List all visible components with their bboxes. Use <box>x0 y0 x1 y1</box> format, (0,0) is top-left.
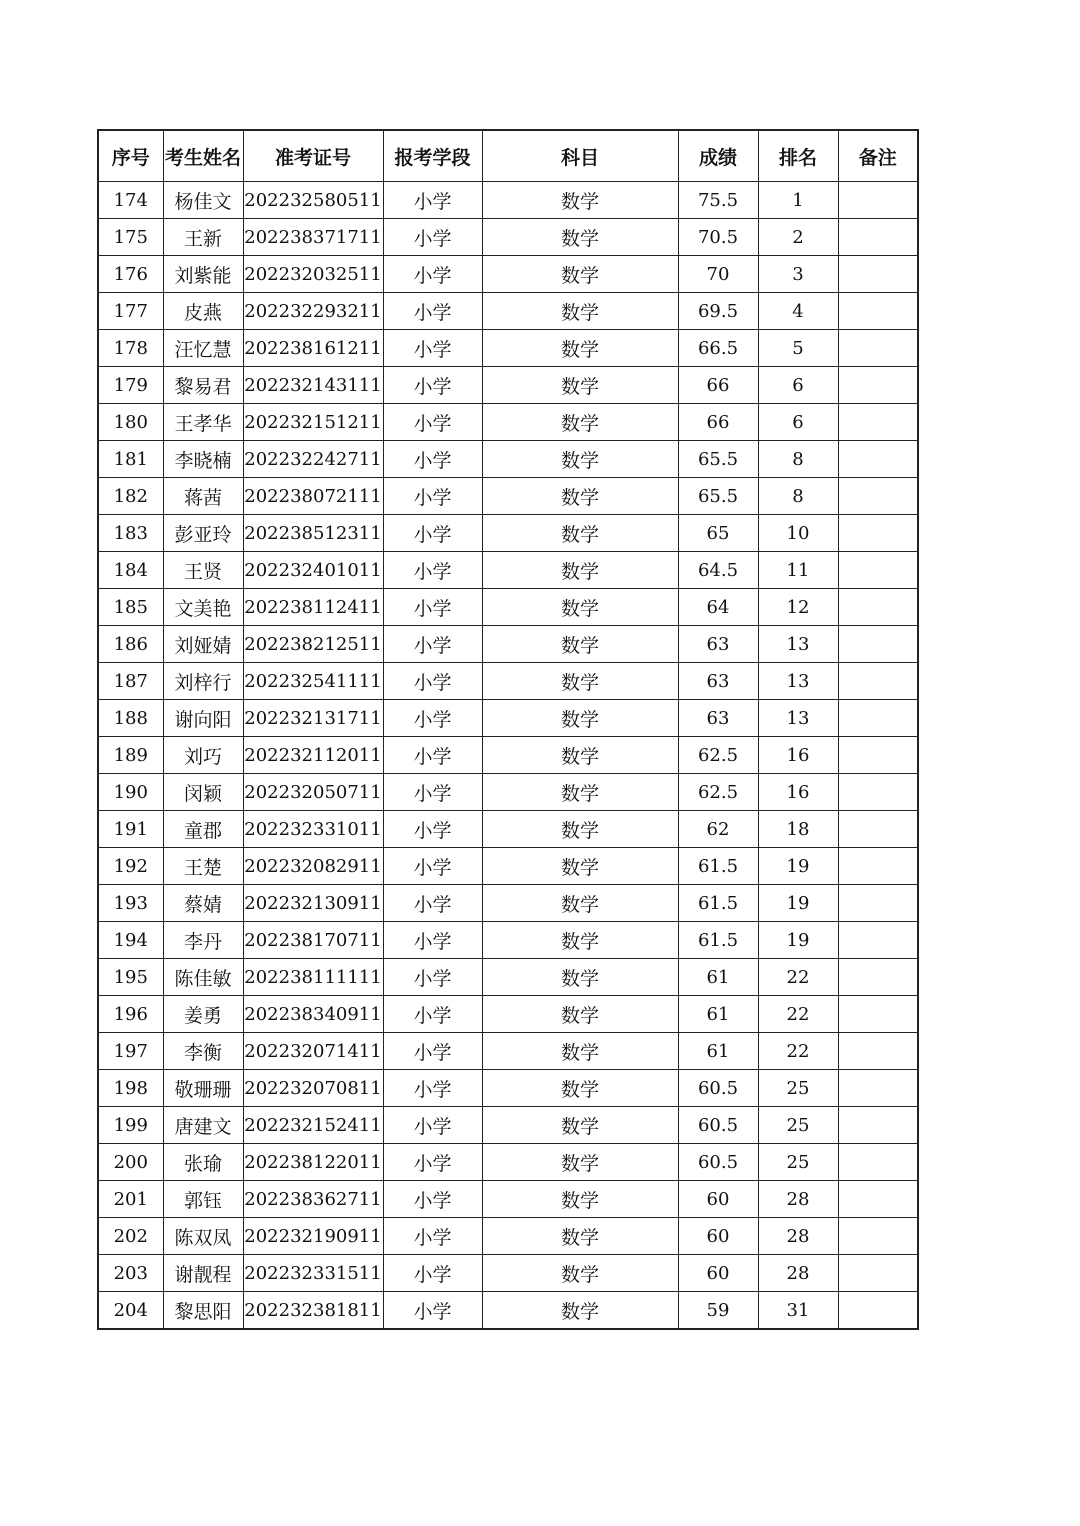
table-row <box>98 737 918 774</box>
cell-name: 文美艳 <box>163 589 243 626</box>
cell-seq: 176 <box>98 256 163 293</box>
cell-exam-id: 202232082911 <box>243 848 383 885</box>
cell-name: 汪忆慧 <box>163 330 243 367</box>
table-row <box>98 441 918 478</box>
cell-remark <box>838 1033 918 1070</box>
cell-score: 63 <box>678 663 758 700</box>
table-body <box>98 182 918 1330</box>
cell-seq: 200 <box>98 1144 163 1181</box>
cell-remark <box>838 996 918 1033</box>
cell-exam-id: 202232293211 <box>243 293 383 330</box>
cell-rank: 16 <box>758 774 838 811</box>
cell-level: 小学 <box>383 367 482 404</box>
cell-level: 小学 <box>383 885 482 922</box>
cell-seq: 189 <box>98 737 163 774</box>
cell-score: 65.5 <box>678 478 758 515</box>
cell-rank: 22 <box>758 1033 838 1070</box>
cell-name: 王孝华 <box>163 404 243 441</box>
cell-remark <box>838 515 918 552</box>
cell-level: 小学 <box>383 922 482 959</box>
cell-subject: 数学 <box>482 626 678 663</box>
cell-score: 66 <box>678 367 758 404</box>
cell-rank: 13 <box>758 700 838 737</box>
cell-seq: 193 <box>98 885 163 922</box>
cell-rank: 19 <box>758 885 838 922</box>
cell-level: 小学 <box>383 478 482 515</box>
cell-exam-id: 202232242711 <box>243 441 383 478</box>
cell-seq: 187 <box>98 663 163 700</box>
header-subject: 科目 <box>482 130 678 182</box>
cell-exam-id: 202232143111 <box>243 367 383 404</box>
cell-subject: 数学 <box>482 1292 678 1330</box>
cell-remark <box>838 1144 918 1181</box>
cell-name: 杨佳文 <box>163 182 243 219</box>
header-remark: 备注 <box>838 130 918 182</box>
cell-exam-id: 202238072111 <box>243 478 383 515</box>
cell-rank: 13 <box>758 663 838 700</box>
table-row <box>98 552 918 589</box>
cell-score: 70.5 <box>678 219 758 256</box>
cell-seq: 181 <box>98 441 163 478</box>
cell-seq: 194 <box>98 922 163 959</box>
cell-score: 63 <box>678 700 758 737</box>
cell-exam-id: 202232151211 <box>243 404 383 441</box>
cell-level: 小学 <box>383 330 482 367</box>
cell-level: 小学 <box>383 1218 482 1255</box>
cell-seq: 175 <box>98 219 163 256</box>
cell-exam-id: 202232331011 <box>243 811 383 848</box>
cell-name: 王贤 <box>163 552 243 589</box>
cell-subject: 数学 <box>482 922 678 959</box>
cell-level: 小学 <box>383 996 482 1033</box>
cell-rank: 22 <box>758 959 838 996</box>
cell-subject: 数学 <box>482 589 678 626</box>
table-row <box>98 1144 918 1181</box>
cell-level: 小学 <box>383 626 482 663</box>
cell-remark <box>838 700 918 737</box>
cell-name: 彭亚玲 <box>163 515 243 552</box>
cell-name: 童郡 <box>163 811 243 848</box>
cell-subject: 数学 <box>482 367 678 404</box>
cell-level: 小学 <box>383 256 482 293</box>
cell-rank: 19 <box>758 848 838 885</box>
cell-score: 59 <box>678 1292 758 1330</box>
cell-name: 郭钰 <box>163 1181 243 1218</box>
cell-remark <box>838 885 918 922</box>
table-row <box>98 1218 918 1255</box>
cell-exam-id: 202232032511 <box>243 256 383 293</box>
cell-score: 61.5 <box>678 885 758 922</box>
cell-rank: 1 <box>758 182 838 219</box>
cell-level: 小学 <box>383 1107 482 1144</box>
cell-level: 小学 <box>383 552 482 589</box>
cell-seq: 177 <box>98 293 163 330</box>
cell-name: 谢向阳 <box>163 700 243 737</box>
table-row <box>98 996 918 1033</box>
cell-score: 60 <box>678 1255 758 1292</box>
header-level: 报考学段 <box>383 130 482 182</box>
cell-score: 61.5 <box>678 848 758 885</box>
cell-subject: 数学 <box>482 774 678 811</box>
table-row <box>98 1107 918 1144</box>
cell-subject: 数学 <box>482 293 678 330</box>
cell-remark <box>838 922 918 959</box>
cell-seq: 196 <box>98 996 163 1033</box>
cell-seq: 174 <box>98 182 163 219</box>
cell-exam-id: 202232050711 <box>243 774 383 811</box>
cell-remark <box>838 811 918 848</box>
cell-rank: 10 <box>758 515 838 552</box>
cell-remark <box>838 293 918 330</box>
cell-exam-id: 202238340911 <box>243 996 383 1033</box>
cell-rank: 18 <box>758 811 838 848</box>
cell-name: 闵颖 <box>163 774 243 811</box>
cell-subject: 数学 <box>482 552 678 589</box>
cell-remark <box>838 589 918 626</box>
cell-name: 刘娅婧 <box>163 626 243 663</box>
cell-seq: 197 <box>98 1033 163 1070</box>
cell-level: 小学 <box>383 700 482 737</box>
cell-name: 李丹 <box>163 922 243 959</box>
cell-seq: 188 <box>98 700 163 737</box>
cell-score: 65 <box>678 515 758 552</box>
table-row <box>98 330 918 367</box>
table-row <box>98 1181 918 1218</box>
cell-score: 66 <box>678 404 758 441</box>
cell-rank: 6 <box>758 404 838 441</box>
cell-name: 陈双凤 <box>163 1218 243 1255</box>
cell-level: 小学 <box>383 1033 482 1070</box>
table-row <box>98 182 918 219</box>
cell-seq: 198 <box>98 1070 163 1107</box>
cell-name: 王新 <box>163 219 243 256</box>
cell-exam-id: 202238112411 <box>243 589 383 626</box>
cell-exam-id: 202232112011 <box>243 737 383 774</box>
table-row <box>98 515 918 552</box>
cell-level: 小学 <box>383 848 482 885</box>
header-rank: 排名 <box>758 130 838 182</box>
cell-exam-id: 202238111111 <box>243 959 383 996</box>
cell-remark <box>838 1218 918 1255</box>
cell-seq: 203 <box>98 1255 163 1292</box>
cell-subject: 数学 <box>482 1181 678 1218</box>
cell-name: 陈佳敏 <box>163 959 243 996</box>
cell-exam-id: 202232331511 <box>243 1255 383 1292</box>
cell-seq: 191 <box>98 811 163 848</box>
cell-score: 62.5 <box>678 737 758 774</box>
cell-subject: 数学 <box>482 219 678 256</box>
cell-rank: 25 <box>758 1144 838 1181</box>
cell-subject: 数学 <box>482 330 678 367</box>
cell-name: 皮燕 <box>163 293 243 330</box>
cell-subject: 数学 <box>482 996 678 1033</box>
cell-name: 张瑜 <box>163 1144 243 1181</box>
cell-rank: 25 <box>758 1070 838 1107</box>
cell-level: 小学 <box>383 1181 482 1218</box>
cell-subject: 数学 <box>482 515 678 552</box>
cell-exam-id: 202232580511 <box>243 182 383 219</box>
cell-name: 唐建文 <box>163 1107 243 1144</box>
cell-exam-id: 202232152411 <box>243 1107 383 1144</box>
table-row <box>98 811 918 848</box>
cell-level: 小学 <box>383 1070 482 1107</box>
cell-remark <box>838 478 918 515</box>
header-score: 成绩 <box>678 130 758 182</box>
table-row <box>98 219 918 256</box>
table-row <box>98 774 918 811</box>
cell-score: 64 <box>678 589 758 626</box>
cell-rank: 6 <box>758 367 838 404</box>
cell-exam-id: 202238362711 <box>243 1181 383 1218</box>
cell-level: 小学 <box>383 441 482 478</box>
table-row <box>98 700 918 737</box>
cell-score: 61 <box>678 996 758 1033</box>
cell-rank: 11 <box>758 552 838 589</box>
cell-score: 61 <box>678 1033 758 1070</box>
cell-seq: 190 <box>98 774 163 811</box>
cell-exam-id: 202238212511 <box>243 626 383 663</box>
cell-seq: 179 <box>98 367 163 404</box>
cell-subject: 数学 <box>482 182 678 219</box>
cell-rank: 2 <box>758 219 838 256</box>
cell-name: 敬珊珊 <box>163 1070 243 1107</box>
cell-remark <box>838 1255 918 1292</box>
cell-seq: 201 <box>98 1181 163 1218</box>
cell-seq: 204 <box>98 1292 163 1330</box>
cell-name: 姜勇 <box>163 996 243 1033</box>
cell-rank: 3 <box>758 256 838 293</box>
cell-remark <box>838 441 918 478</box>
cell-exam-id: 202238512311 <box>243 515 383 552</box>
cell-remark <box>838 959 918 996</box>
cell-remark <box>838 182 918 219</box>
cell-seq: 183 <box>98 515 163 552</box>
cell-level: 小学 <box>383 219 482 256</box>
table-row <box>98 885 918 922</box>
cell-rank: 8 <box>758 441 838 478</box>
cell-subject: 数学 <box>482 404 678 441</box>
cell-rank: 13 <box>758 626 838 663</box>
cell-remark <box>838 626 918 663</box>
cell-name: 刘巧 <box>163 737 243 774</box>
cell-level: 小学 <box>383 1255 482 1292</box>
cell-remark <box>838 404 918 441</box>
cell-remark <box>838 663 918 700</box>
cell-level: 小学 <box>383 663 482 700</box>
header-seq: 序号 <box>98 130 163 182</box>
cell-level: 小学 <box>383 959 482 996</box>
cell-remark <box>838 256 918 293</box>
table-row <box>98 367 918 404</box>
cell-level: 小学 <box>383 737 482 774</box>
cell-name: 王楚 <box>163 848 243 885</box>
cell-score: 64.5 <box>678 552 758 589</box>
cell-remark <box>838 1107 918 1144</box>
cell-exam-id: 202238161211 <box>243 330 383 367</box>
cell-level: 小学 <box>383 182 482 219</box>
cell-score: 61.5 <box>678 922 758 959</box>
cell-seq: 184 <box>98 552 163 589</box>
cell-subject: 数学 <box>482 441 678 478</box>
cell-subject: 数学 <box>482 811 678 848</box>
cell-remark <box>838 1292 918 1330</box>
cell-subject: 数学 <box>482 700 678 737</box>
cell-name: 谢靓程 <box>163 1255 243 1292</box>
table-row <box>98 589 918 626</box>
table-row <box>98 1033 918 1070</box>
cell-seq: 186 <box>98 626 163 663</box>
cell-level: 小学 <box>383 1144 482 1181</box>
cell-seq: 185 <box>98 589 163 626</box>
cell-remark <box>838 848 918 885</box>
cell-exam-id: 202238170711 <box>243 922 383 959</box>
cell-name: 蒋茜 <box>163 478 243 515</box>
header-row <box>98 130 918 182</box>
cell-exam-id: 202232541111 <box>243 663 383 700</box>
table-row <box>98 478 918 515</box>
cell-rank: 4 <box>758 293 838 330</box>
cell-score: 75.5 <box>678 182 758 219</box>
cell-remark <box>838 1070 918 1107</box>
cell-level: 小学 <box>383 589 482 626</box>
header-name: 考生姓名 <box>163 130 243 182</box>
cell-rank: 28 <box>758 1181 838 1218</box>
cell-name: 李晓楠 <box>163 441 243 478</box>
cell-rank: 5 <box>758 330 838 367</box>
cell-rank: 12 <box>758 589 838 626</box>
cell-name: 李衡 <box>163 1033 243 1070</box>
cell-remark <box>838 330 918 367</box>
cell-level: 小学 <box>383 293 482 330</box>
table-row <box>98 848 918 885</box>
cell-score: 62.5 <box>678 774 758 811</box>
cell-seq: 195 <box>98 959 163 996</box>
cell-score: 62 <box>678 811 758 848</box>
table-row <box>98 959 918 996</box>
cell-score: 60 <box>678 1181 758 1218</box>
table-row <box>98 1292 918 1330</box>
cell-name: 黎易君 <box>163 367 243 404</box>
table-row <box>98 256 918 293</box>
cell-exam-id: 202238371711 <box>243 219 383 256</box>
cell-exam-id: 202232381811 <box>243 1292 383 1330</box>
table-row <box>98 663 918 700</box>
table-row <box>98 1255 918 1292</box>
cell-seq: 178 <box>98 330 163 367</box>
cell-subject: 数学 <box>482 256 678 293</box>
cell-subject: 数学 <box>482 1218 678 1255</box>
cell-seq: 180 <box>98 404 163 441</box>
cell-seq: 199 <box>98 1107 163 1144</box>
cell-name: 刘梓行 <box>163 663 243 700</box>
cell-remark <box>838 552 918 589</box>
cell-subject: 数学 <box>482 959 678 996</box>
cell-remark <box>838 1181 918 1218</box>
cell-subject: 数学 <box>482 1144 678 1181</box>
cell-subject: 数学 <box>482 737 678 774</box>
cell-level: 小学 <box>383 811 482 848</box>
cell-level: 小学 <box>383 404 482 441</box>
cell-rank: 28 <box>758 1218 838 1255</box>
cell-rank: 19 <box>758 922 838 959</box>
table-row <box>98 626 918 663</box>
cell-seq: 202 <box>98 1218 163 1255</box>
cell-score: 60 <box>678 1218 758 1255</box>
table-row <box>98 922 918 959</box>
cell-subject: 数学 <box>482 1107 678 1144</box>
cell-exam-id: 202232070811 <box>243 1070 383 1107</box>
cell-subject: 数学 <box>482 885 678 922</box>
cell-score: 66.5 <box>678 330 758 367</box>
cell-exam-id: 202232190911 <box>243 1218 383 1255</box>
cell-score: 63 <box>678 626 758 663</box>
cell-name: 刘紫能 <box>163 256 243 293</box>
cell-level: 小学 <box>383 1292 482 1330</box>
cell-level: 小学 <box>383 774 482 811</box>
cell-score: 69.5 <box>678 293 758 330</box>
cell-exam-id: 202232130911 <box>243 885 383 922</box>
cell-rank: 8 <box>758 478 838 515</box>
cell-rank: 22 <box>758 996 838 1033</box>
cell-seq: 192 <box>98 848 163 885</box>
cell-name: 黎思阳 <box>163 1292 243 1330</box>
table-row <box>98 404 918 441</box>
table-row <box>98 293 918 330</box>
cell-exam-id: 202232131711 <box>243 700 383 737</box>
cell-exam-id: 202238122011 <box>243 1144 383 1181</box>
cell-score: 61 <box>678 959 758 996</box>
header-exam-id: 准考证号 <box>243 130 383 182</box>
cell-subject: 数学 <box>482 663 678 700</box>
cell-score: 60.5 <box>678 1107 758 1144</box>
cell-name: 蔡婧 <box>163 885 243 922</box>
cell-remark <box>838 774 918 811</box>
cell-remark <box>838 367 918 404</box>
cell-level: 小学 <box>383 515 482 552</box>
cell-score: 65.5 <box>678 441 758 478</box>
cell-subject: 数学 <box>482 1070 678 1107</box>
cell-rank: 25 <box>758 1107 838 1144</box>
cell-remark <box>838 737 918 774</box>
cell-exam-id: 202232071411 <box>243 1033 383 1070</box>
cell-subject: 数学 <box>482 848 678 885</box>
cell-score: 60.5 <box>678 1144 758 1181</box>
cell-rank: 28 <box>758 1255 838 1292</box>
cell-score: 70 <box>678 256 758 293</box>
table-row <box>98 1070 918 1107</box>
cell-rank: 16 <box>758 737 838 774</box>
cell-score: 60.5 <box>678 1070 758 1107</box>
cell-subject: 数学 <box>482 1255 678 1292</box>
cell-rank: 31 <box>758 1292 838 1330</box>
cell-seq: 182 <box>98 478 163 515</box>
cell-remark <box>838 219 918 256</box>
score-table <box>97 129 919 1330</box>
cell-exam-id: 202232401011 <box>243 552 383 589</box>
cell-subject: 数学 <box>482 1033 678 1070</box>
cell-subject: 数学 <box>482 478 678 515</box>
